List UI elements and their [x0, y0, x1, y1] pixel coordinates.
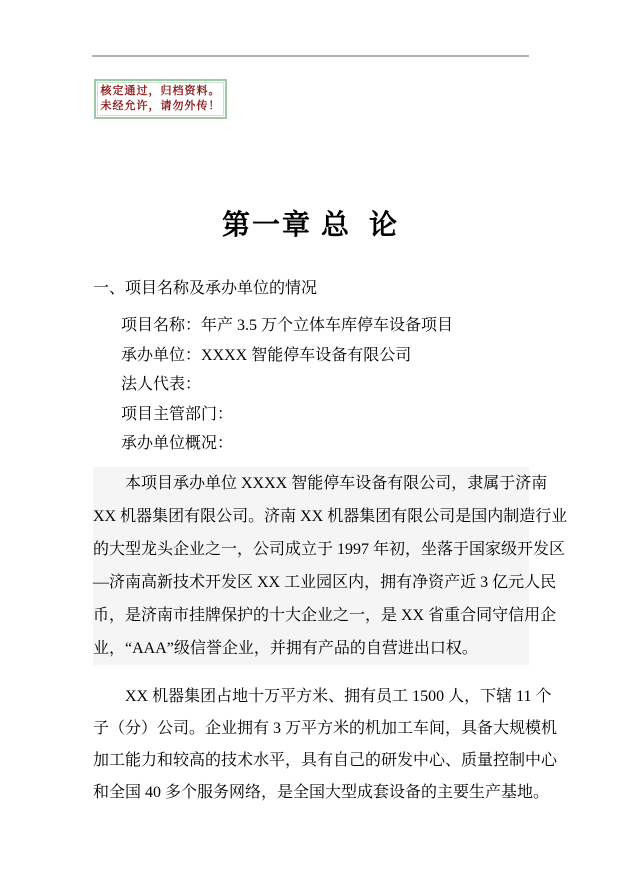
- text-line: XX 机器集团有限公司。济南 XX 机器集团有限公司是国内制造行业: [93, 507, 568, 525]
- text-line: 本项目承办单位 XXXX 智能停车设备有限公司，隶属于济南: [125, 474, 548, 492]
- paragraph-group-profile: [93, 681, 558, 809]
- paragraph-company-overview: [93, 467, 568, 665]
- approval-stamp-box: [94, 79, 227, 119]
- text-line: 承办单位概况：: [121, 435, 234, 452]
- text-line: 项目主管部门：: [121, 405, 234, 423]
- project-field-list: [93, 311, 529, 459]
- text-line: 和全国 40 多个服务网络，是全国大型成套设备的主要生产基地。: [93, 783, 550, 801]
- text-line: 未经允许，请勿外传！: [100, 100, 221, 112]
- text-line: 法人代表：: [121, 376, 202, 393]
- text-line: 子（分）公司。企业拥有 3 万平方米的机加工车间，具备大规模机: [93, 719, 558, 737]
- text-line: XX 机器集团占地十万平方米、拥有员工 1500 人，下辖 11 个: [125, 687, 552, 705]
- text-line: 业，“AAA”级信誉企业，并拥有产品的自营进出口权。: [93, 639, 478, 657]
- chapter-title: 第一章 总 论: [221, 210, 399, 241]
- text-line: 加工能力和较高的技术水平，具有自己的研发中心、质量控制中心: [93, 751, 558, 769]
- document-body: [93, 278, 568, 809]
- text-line: —济南高新技术开发区 XX 工业园区内，拥有净资产近 3 亿元人民: [93, 573, 557, 591]
- text-line: 项目名称：年产 3.5 万个立体车库停车设备项目: [121, 317, 454, 334]
- text-line: 的大型龙头企业之一，公司成立于 1997 年初，坐落于国家级开发区: [93, 540, 566, 558]
- header-rule: [92, 55, 529, 57]
- text-line: 币，是济南市挂牌保护的十大企业之一，是 XX 省重合同守信用企: [93, 606, 557, 624]
- section-heading: 一、项目名称及承办单位的情况: [93, 280, 318, 297]
- text-line: 核定通过，归档资料。: [100, 85, 221, 97]
- text-line: 承办单位：XXXX 智能停车设备有限公司: [121, 346, 412, 364]
